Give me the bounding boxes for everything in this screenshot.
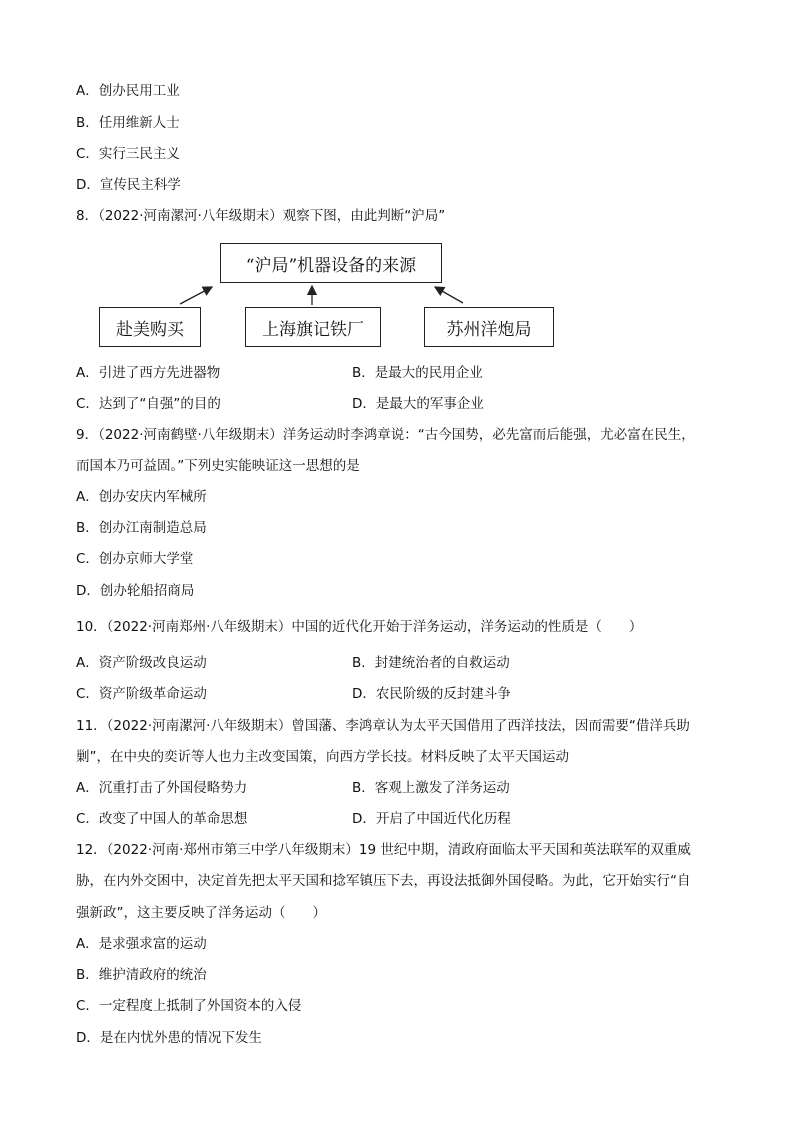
diagram-arrows	[0, 0, 794, 400]
q10-stem: 10．（2022·河南郑州·八年级期末）中国的近代化开始于洋务运动，洋务运动的性质是（ ）	[76, 619, 643, 635]
q12-stem-line2: 胁，在内外交困中，决定首先把太平天国和捻军镇压下去，再设法抵御外国侵略。为此，它开始实行“自	[76, 873, 691, 889]
q12-option-c: C．一定程度上抵制了外国资本的入侵	[76, 998, 302, 1014]
q9-option-b: B．创办江南制造总局	[76, 520, 207, 536]
q7-option-a: A．创办民用工业	[76, 83, 180, 99]
q7-option-d: D．宣传民主科学	[76, 177, 181, 193]
diagram-source-1: 赴美购买	[99, 307, 201, 347]
arrow-3	[435, 287, 463, 303]
q11-option-c: C．改变了中国人的革命思想	[76, 811, 248, 827]
q11-stem-line2: 剿”，在中央的奕䜣等人也力主改变国策，向西方学长技。材料反映了太平天国运动	[76, 749, 569, 765]
q7-option-b: B．任用维新人士	[76, 115, 180, 131]
q12-option-b: B．维护清政府的统治	[76, 967, 207, 983]
q12-stem-line3: 强新政”，这主要反映了洋务运动（ ）	[76, 905, 326, 921]
q12-option-d: D．是在内忧外患的情况下发生	[76, 1030, 262, 1046]
q8-stem: 8．（2022·河南漯河·八年级期末）观察下图，由此判断“沪局”	[76, 208, 446, 224]
q11-option-b: B．客观上激发了洋务运动	[352, 780, 510, 796]
q10-option-d: D．农民阶级的反封建斗争	[352, 686, 511, 702]
q10-option-b: B．封建统治者的自救运动	[352, 655, 510, 671]
q9-option-c: C．创办京师大学堂	[76, 551, 194, 567]
q11-stem-line1: 11．（2022·河南漯河·八年级期末）曾国藩、李鸿章认为太平天国借用了西洋技法，因而需要“借洋兵助	[76, 718, 690, 734]
q11-option-d: D．开启了中国近代化历程	[352, 811, 511, 827]
diagram-source-3: 苏州洋炮局	[424, 307, 554, 347]
q10-option-c: C．资产阶级革命运动	[76, 686, 207, 702]
arrow-1	[180, 287, 212, 304]
q12-stem-line1: 12．（2022·河南·郑州市第三中学八年级期末）19 世纪中期，清政府面临太平天国和英法联军的双重威	[76, 842, 691, 858]
q11-option-a: A．沉重打击了外国侵略势力	[76, 780, 248, 796]
diagram-title-box: “沪局”机器设备的来源	[220, 243, 442, 283]
diagram-source-2: 上海旗记铁厂	[245, 307, 381, 347]
q10-option-a: A．资产阶级改良运动	[76, 655, 207, 671]
q8-option-d: D．是最大的军事企业	[352, 396, 484, 412]
q9-stem-line1: 9．（2022·河南鹤壁·八年级期末）洋务运动时李鸿章说：“古今国势，必先富而后能强，尤必富在民生，	[76, 427, 695, 443]
q8-option-c: C．达到了“自强”的目的	[76, 396, 221, 412]
q8-option-a: A．引进了西方先进器物	[76, 365, 221, 381]
q7-option-c: C．实行三民主义	[76, 146, 180, 162]
q9-option-d: D．创办轮船招商局	[76, 583, 195, 599]
q8-option-b: B．是最大的民用企业	[352, 365, 483, 381]
q9-option-a: A．创办安庆内军械所	[76, 489, 207, 505]
q9-stem-line2: 而国本乃可益固。”下列史实能映证这一思想的是	[76, 458, 360, 474]
q12-option-a: A．是求强求富的运动	[76, 936, 207, 952]
